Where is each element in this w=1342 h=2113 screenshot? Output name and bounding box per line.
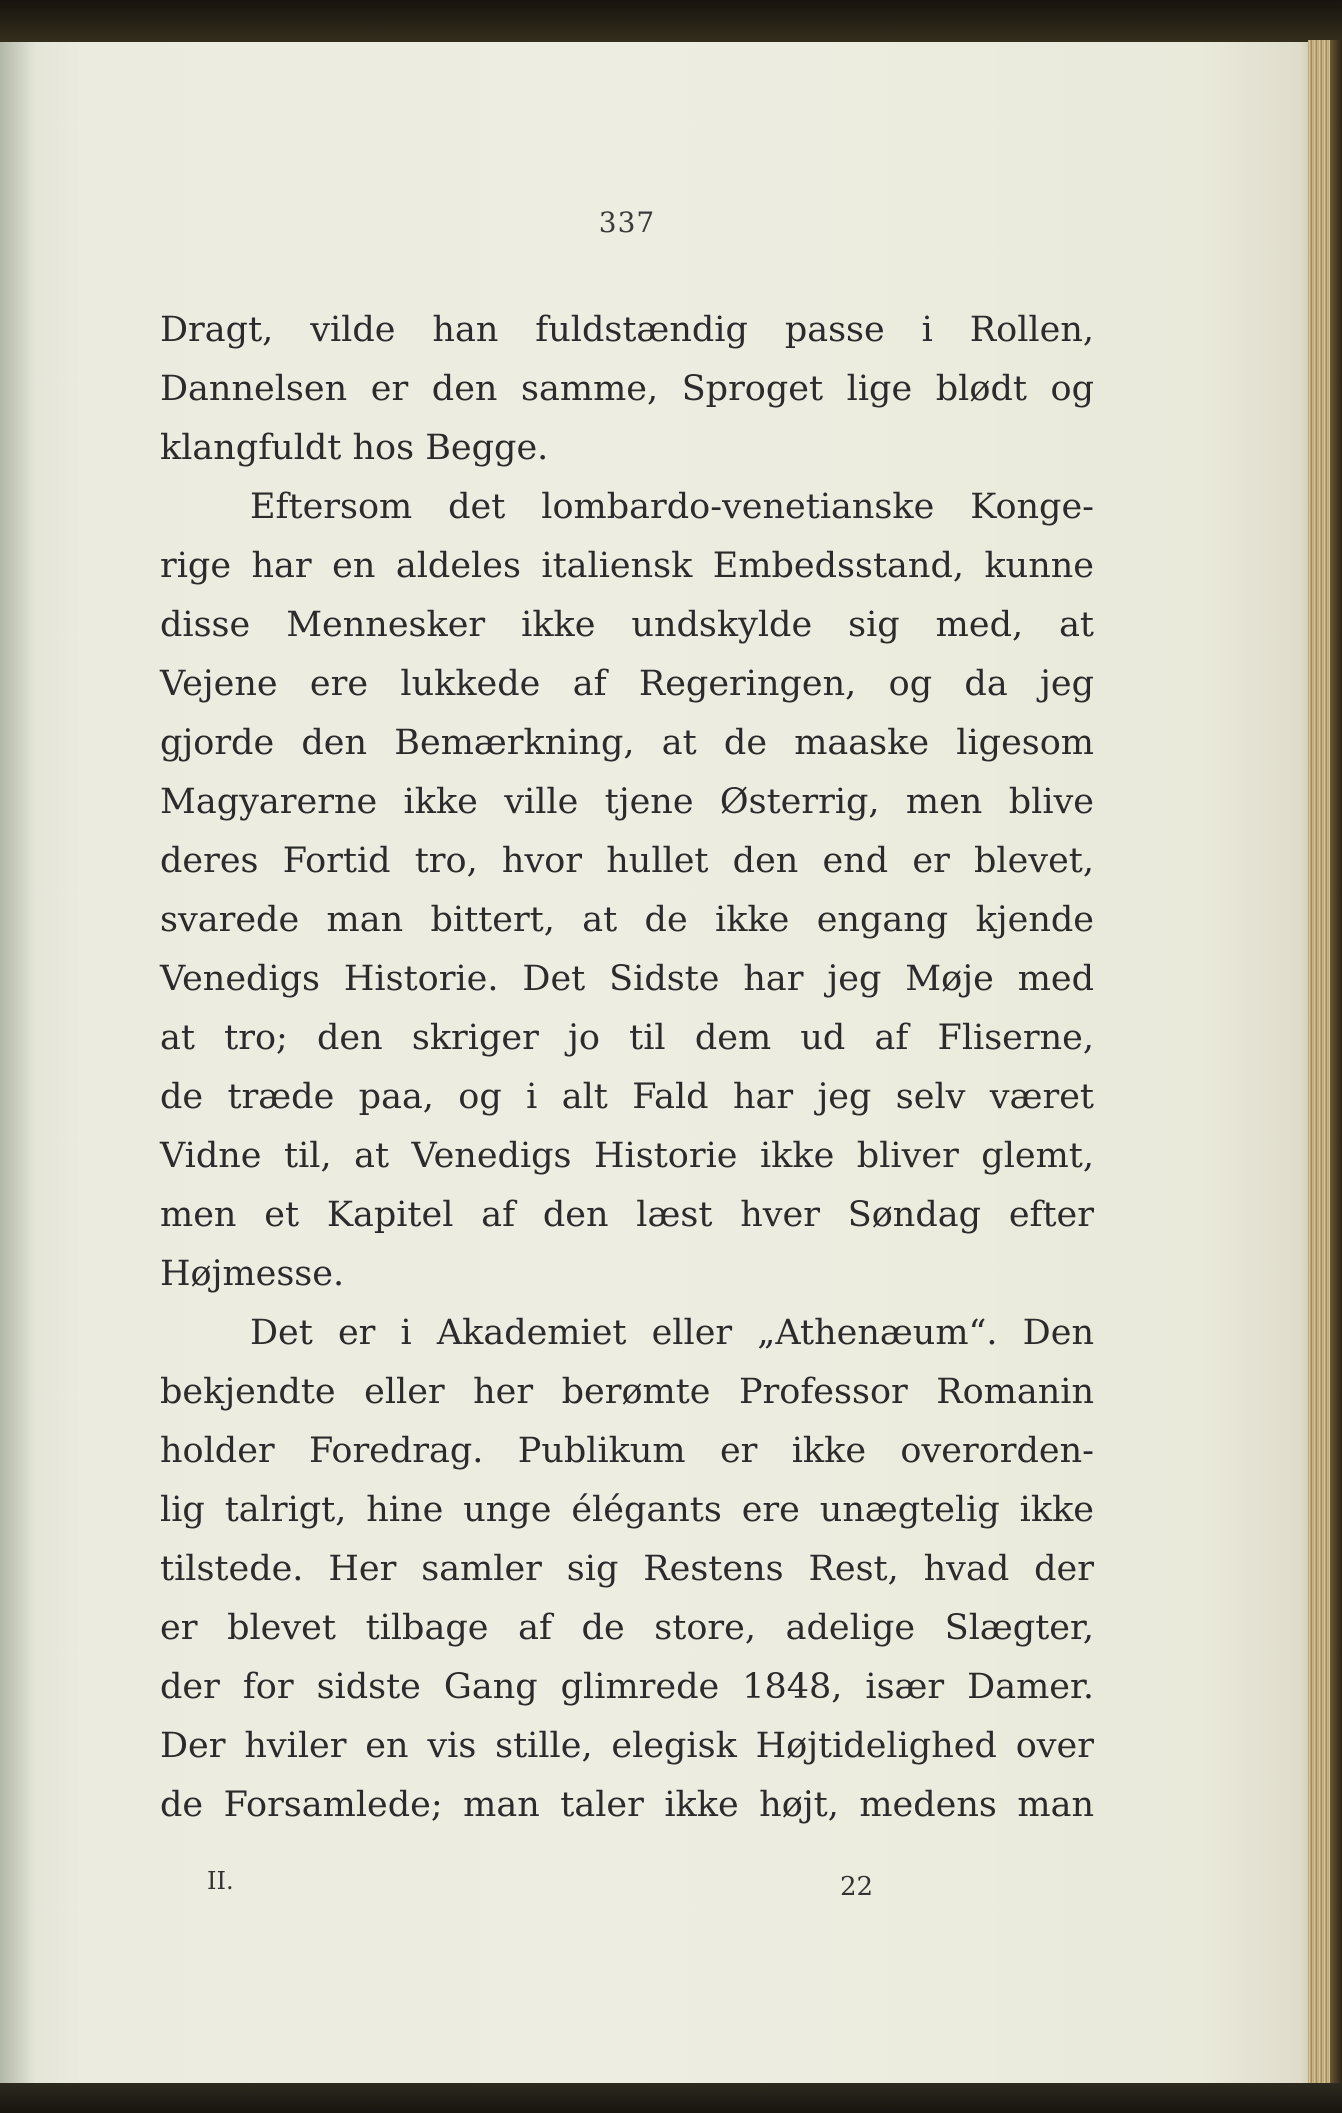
text-line: Dannelsen er den samme, Sproget lige blødt og [160,369,1094,409]
signature-mark: II. [207,1867,234,1895]
text-line: holder Foredrag. Publikum er ikke overorden- [160,1431,1094,1471]
text-line: bekjendte eller her berømte Professor Romanin [160,1372,1094,1412]
text-line: de træde paa, og i alt Fald har jeg selv været [160,1077,1094,1117]
text-line: disse Mennesker ikke undskylde sig med, at [160,605,1094,645]
text-line: er blevet tilbage af de store, adelige Slægter, [160,1608,1094,1648]
text-line: Det er i Akademiet eller „Athenæum“. Den [250,1313,1094,1353]
spine-shadow [0,42,36,2088]
text-line: gjorde den Bemærkning, at de maaske ligesom [160,723,1094,763]
text-line: lig talrigt, hine unge élégants ere unægtelig ikke [160,1490,1094,1530]
text-line: de Forsamlede; man taler ikke højt, medens man [160,1785,1094,1825]
text-line: Højmesse. [160,1254,345,1294]
text-line: Vejene ere lukkede af Regeringen, og da jeg [160,664,1094,704]
book-bottom-edge [0,2083,1342,2113]
text-line: rige har en aldeles italiensk Embedsstand, kunne [160,546,1094,586]
text-line: Venedigs Historie. Det Sidste har jeg Møje med [160,959,1094,999]
text-line: Der hviler en vis stille, elegisk Højtidelighed over [160,1726,1094,1766]
text-line: Vidne til, at Venedigs Historie ikke bliver glemt, [160,1136,1094,1176]
fore-edge-shadow [1330,40,1342,2090]
text-line: Dragt, vilde han fuldstændig passe i Rollen, [160,310,1094,350]
text-line: deres Fortid tro, hvor hullet den end er blevet, [160,841,1094,881]
page-number: 337 [598,206,656,239]
text-line: svarede man bittert, at de ikke engang kjende [160,900,1094,940]
text-line: klangfuldt hos Begge. [160,428,549,468]
text-line: Magyarerne ikke ville tjene Østerrig, men blive [160,782,1094,822]
text-line: men et Kapitel af den læst hver Søndag efter [160,1195,1094,1235]
text-line: Eftersom det lombardo-venetianske Konge- [250,487,1094,527]
text-line: at tro; den skriger jo til dem ud af Fliserne, [160,1018,1094,1058]
text-line: tilstede. Her samler sig Restens Rest, hvad der [160,1549,1094,1589]
sheet-number: 22 [840,1872,874,1902]
text-line: der for sidste Gang glimrede 1848, især Damer. [160,1667,1094,1707]
